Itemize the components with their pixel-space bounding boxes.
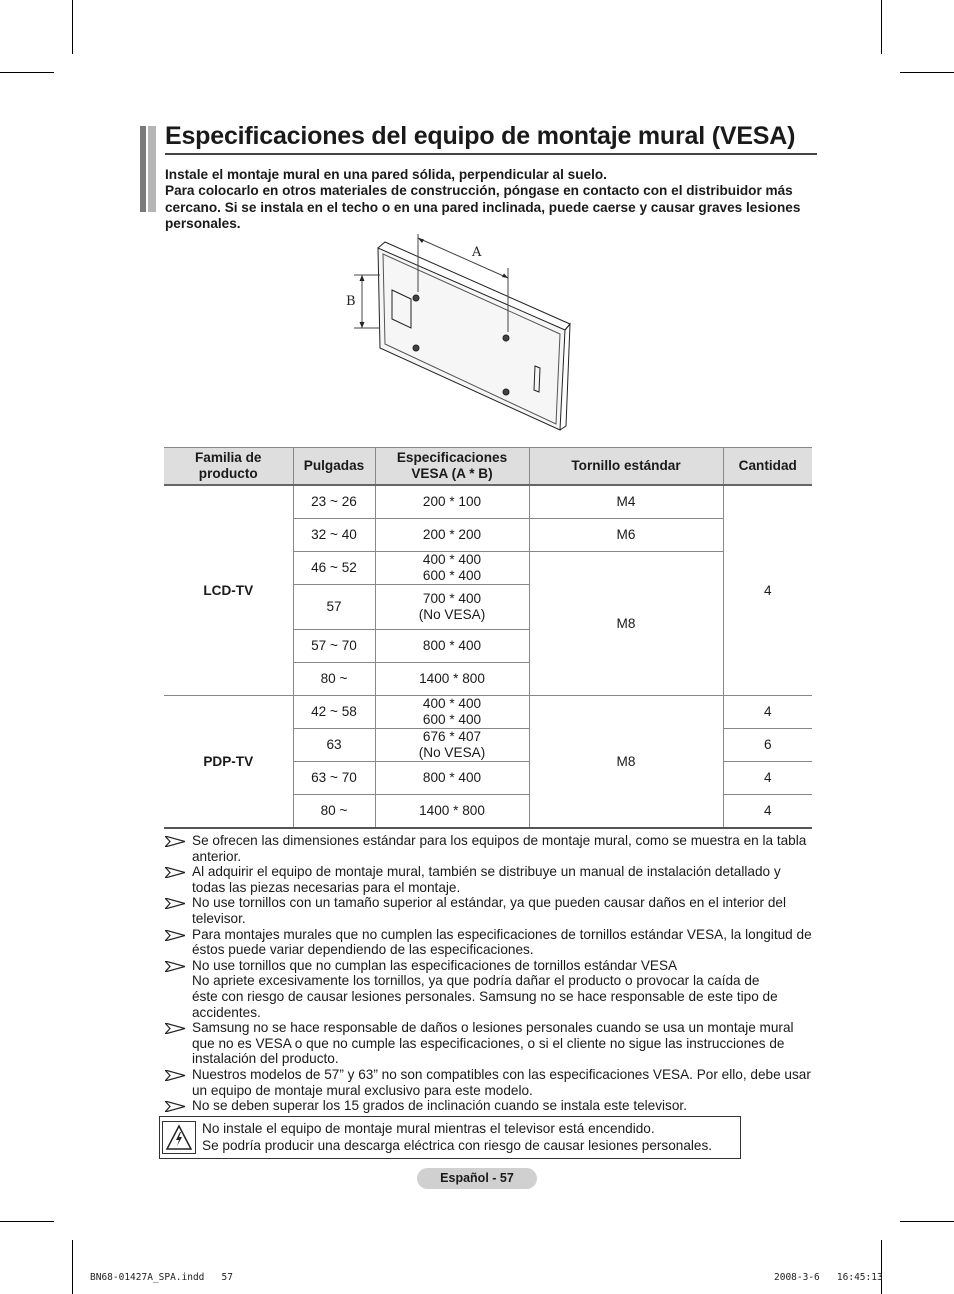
arrow-bullet-icon — [165, 867, 185, 878]
note-text: Nuestros modelos de 57” y 63” no son compatibles con las especificaciones VESA. Por ello, debe usar un equipo de montaje mural exclusivo para este modelo. — [192, 1066, 811, 1098]
crop-mark — [72, 0, 73, 54]
dimension-label-a: A — [472, 245, 482, 260]
warning-text — [202, 1120, 712, 1154]
arrow-bullet-icon — [165, 1023, 185, 1034]
vesa-cell — [375, 729, 529, 762]
inches-cell: 63 — [293, 729, 375, 762]
print-date-info: 2008-3-6 16:45:13 — [774, 1272, 883, 1283]
screw-cell: M4 — [529, 485, 723, 519]
tv-mount-diagram — [340, 230, 580, 440]
vesa-value: 400 * 400 — [422, 552, 482, 567]
warning-icon-frame — [162, 1121, 196, 1154]
crop-mark — [0, 72, 54, 73]
notes-list — [163, 833, 813, 1114]
vesa-cell — [375, 696, 529, 729]
vesa-spec-table — [164, 447, 812, 829]
column-header: Tornillo estándar — [529, 448, 723, 486]
vesa-value: 700 * 400 — [422, 591, 482, 606]
family-cell: LCD-TV — [164, 485, 293, 696]
vesa-cell: 1400 * 800 — [375, 795, 529, 829]
crop-mark — [881, 1240, 882, 1294]
arrow-bullet-icon — [165, 930, 185, 941]
screw-cell: M8 — [529, 552, 723, 696]
vesa-cell: 800 * 400 — [375, 762, 529, 795]
arrow-bullet-icon — [165, 836, 185, 847]
print-file-info: BN68-01427A_SPA.indd 57 — [90, 1272, 233, 1283]
note-text: accidentes. — [192, 1004, 261, 1020]
page-title: Especificaciones del equipo de montaje mural (VESA) — [165, 122, 817, 155]
quantity-cell: 4 — [723, 696, 812, 729]
quantity-cell: 4 — [723, 485, 812, 696]
table-row — [164, 696, 812, 729]
warning-icon — [163, 1122, 195, 1153]
note-item — [163, 895, 813, 926]
inches-cell: 46 ~ 52 — [293, 552, 375, 585]
warning-line: Se podría producir una descarga eléctrica con riesgo de causar lesiones personales. — [202, 1138, 713, 1153]
vesa-cell: 1400 * 800 — [375, 663, 529, 696]
inches-cell: 80 ~ — [293, 663, 375, 696]
inches-cell: 32 ~ 40 — [293, 519, 375, 552]
column-header: Pulgadas — [293, 448, 375, 486]
column-header: Familia de producto — [164, 448, 293, 486]
crop-mark — [72, 1240, 73, 1294]
note-item — [163, 864, 813, 895]
note-text: Samsung no se hace responsable de daños o lesiones personales cuando se usa un montaje mural que no es VESA o que no cumple las especificaciones, o si el cliente no sigue las instrucciones de instalación del producto. — [192, 1020, 794, 1067]
note-item — [163, 1020, 813, 1067]
arrow-bullet-icon — [165, 1070, 185, 1081]
dimension-label-b: B — [346, 294, 356, 309]
table-header-row — [164, 448, 812, 486]
warning-line: No instale el equipo de montaje mural mientras el televisor está encendido. — [202, 1121, 655, 1136]
crop-mark — [881, 0, 882, 54]
arrow-bullet-icon — [165, 898, 185, 909]
intro-text — [165, 167, 821, 232]
note-item — [163, 958, 813, 1020]
inches-cell: 57 — [293, 585, 375, 630]
inches-cell: 80 ~ — [293, 795, 375, 829]
note-text: No use tornillos con un tamaño superior al estándar, ya que pueden causar daños en el interior del televisor. — [192, 895, 786, 926]
vesa-value: (No VESA) — [418, 745, 486, 760]
vesa-cell — [375, 552, 529, 585]
note-text: No apriete excesivamente los tornillos, ya que podría dañar el producto o provocar la caída de — [192, 973, 760, 989]
vesa-cell: 200 * 100 — [375, 485, 529, 519]
crop-mark — [900, 72, 954, 73]
intro-line: Para colocarlo en otros materiales de construcción, póngase en contacto con el distribuidor más cercano. Si se instala en el techo o en una pared inclinada, puede caerse y causar graves lesiones personales. — [165, 183, 801, 231]
family-cell: PDP-TV — [164, 696, 293, 829]
intro-line: Instale el montaje mural en una pared sólida, perpendicular al suelo. — [165, 167, 607, 182]
table-row — [164, 485, 812, 519]
inches-cell: 23 ~ 26 — [293, 485, 375, 519]
note-item — [163, 1098, 813, 1114]
note-text: Para montajes murales que no cumplen las especificaciones de tornillos estándar VESA, la longitud de éstos puede variar dependiendo de las especificaciones. — [192, 926, 812, 958]
note-item — [163, 927, 813, 958]
vesa-cell: 200 * 200 — [375, 519, 529, 552]
screw-cell: M6 — [529, 519, 723, 552]
title-accent-bar — [140, 126, 146, 212]
column-header: Especificaciones VESA (A * B) — [375, 448, 529, 486]
column-header: Cantidad — [723, 448, 812, 486]
note-text: éste con riesgo de causar lesiones personales. Samsung no se hace responsable de este tipo de — [192, 988, 778, 1004]
arrow-bullet-icon — [165, 961, 185, 972]
note-text: No use tornillos que no cumplan las especificaciones de tornillos estándar VESA — [192, 957, 678, 973]
vesa-value: (No VESA) — [418, 607, 486, 622]
crop-mark — [0, 1221, 54, 1222]
quantity-cell: 4 — [723, 795, 812, 829]
note-item — [163, 1067, 813, 1098]
warning-box — [159, 1116, 741, 1159]
arrow-bullet-icon — [165, 1101, 185, 1112]
vesa-cell — [375, 585, 529, 630]
vesa-value: 600 * 400 — [422, 568, 482, 583]
note-text: Al adquirir el equipo de montaje mural, también se distribuye un manual de instalación detallado y todas las piezas necesarias para el montaje. — [192, 864, 781, 895]
vesa-value: 400 * 400 — [422, 696, 482, 711]
crop-mark — [900, 1221, 954, 1222]
vesa-value: 676 * 407 — [422, 729, 482, 744]
screw-cell: M8 — [529, 696, 723, 829]
quantity-cell: 6 — [723, 729, 812, 762]
vesa-value: 600 * 400 — [422, 712, 482, 727]
quantity-cell: 4 — [723, 762, 812, 795]
note-item — [163, 833, 813, 864]
vesa-cell: 800 * 400 — [375, 630, 529, 663]
inches-cell: 57 ~ 70 — [293, 630, 375, 663]
title-accent-bar — [148, 126, 156, 212]
note-text: Se ofrecen las dimensiones estándar para los equipos de montaje mural, como se muestra en la tabla anterior. — [192, 833, 807, 864]
inches-cell: 63 ~ 70 — [293, 762, 375, 795]
inches-cell: 42 ~ 58 — [293, 696, 375, 729]
note-text: No se deben superar los 15 grados de inclinación cuando se instala este televisor. — [192, 1098, 687, 1114]
page-number-badge: Español - 57 — [417, 1168, 537, 1189]
